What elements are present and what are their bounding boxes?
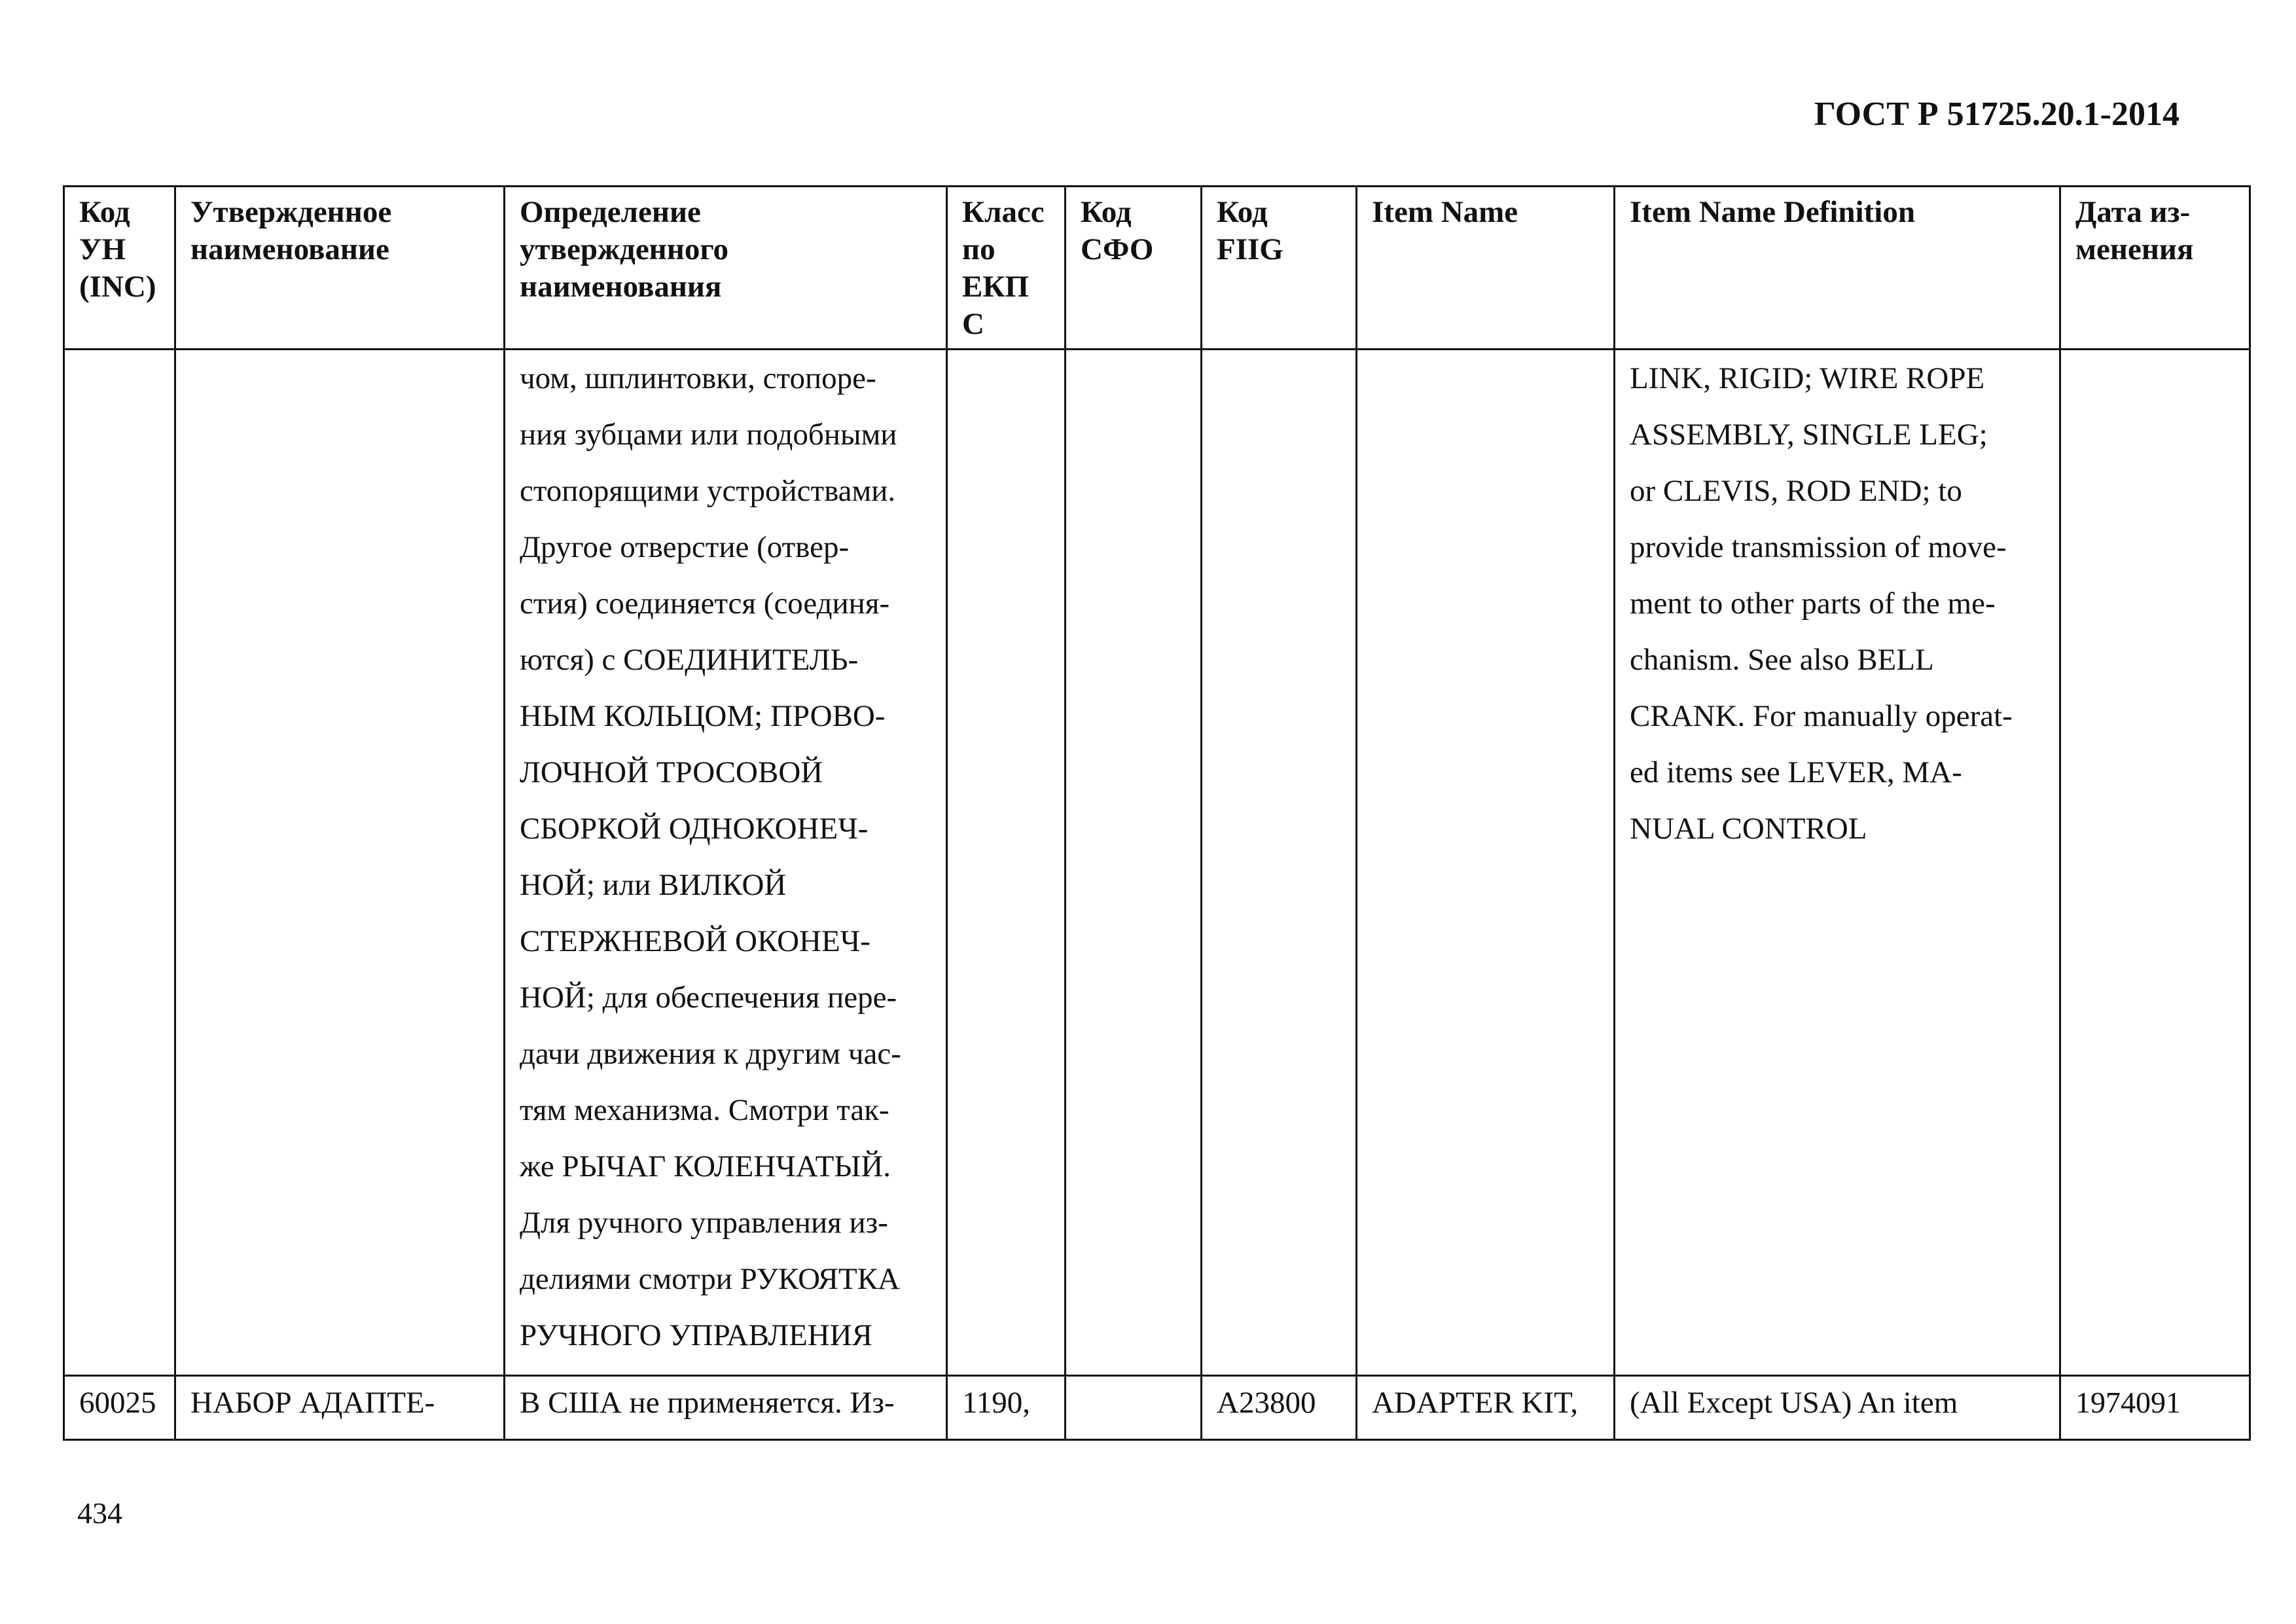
cell-approved-name	[175, 350, 505, 1376]
header-sfo-code: Код СФО	[1066, 187, 1202, 350]
table-row	[64, 1376, 2250, 1440]
cell-inc	[64, 350, 175, 1376]
cell-sfo	[1066, 1376, 1202, 1440]
page-number: 434	[77, 1496, 122, 1530]
cell-inc: 60025	[64, 1376, 175, 1440]
cell-fiig	[1202, 350, 1357, 1376]
cell-change-date: 1974091	[2060, 1376, 2250, 1440]
cell-class: 1190,	[947, 1376, 1066, 1440]
header-item-name: Item Name	[1357, 187, 1615, 350]
cell-definition-en: LINK, RIGID; WIRE ROPE ASSEMBLY, SINGLE LEG; or CLEVIS, ROD END; to provide transmission of move- ment to other parts of the me- chanism. See also BELL CRANK. For manually operat- ed items see LEVER, MA- NUAL CONTROL	[1615, 350, 2060, 1376]
table-header-row	[64, 187, 2250, 350]
cell-sfo	[1066, 350, 1202, 1376]
header-change-date: Дата из- менения	[2060, 187, 2250, 350]
header-item-name-definition: Item Name Definition	[1615, 187, 2060, 350]
cell-fiig: A23800	[1202, 1376, 1357, 1440]
cell-change-date	[2060, 350, 2250, 1376]
cell-item-name: ADAPTER KIT,	[1357, 1376, 1615, 1440]
cell-approved-name: НАБОР АДАПТЕ-	[175, 1376, 505, 1440]
cell-definition-ru: чом, шплинтовки, стопоре- ния зубцами или подобными стопорящими устройствами. Другое отверстие (отвер- стия) соединяется (соединя- ются) с СОЕДИНИТЕЛЬ- НЫМ КОЛЬЦОМ; ПРОВО- ЛОЧНОЙ ТРОСОВОЙ СБОРКОЙ ОДНОКОНЕЧ- НОЙ; или ВИЛКОЙ СТЕРЖНЕВОЙ ОКОНЕЧ- НОЙ; для обеспечения пере- дачи движения к другим час- тям механизма. Смотри так- же РЫЧАГ КОЛЕНЧАТЫЙ. Для ручного управления из- делиями смотри РУКОЯТКА РУЧНОГО УПРАВЛЕНИЯ	[505, 350, 947, 1376]
header-name-definition-ru: Определение утвержденного наименования	[505, 187, 947, 350]
cell-definition-ru: В США не применяется. Из-	[505, 1376, 947, 1440]
cell-class	[947, 350, 1066, 1376]
cell-definition-en: (All Except USA) An item	[1615, 1376, 2060, 1440]
cell-item-name	[1357, 350, 1615, 1376]
header-fiig-code: Код FIIG	[1202, 187, 1357, 350]
header-class: Класс по ЕКП С	[947, 187, 1066, 350]
table-row-continued	[64, 350, 2250, 1376]
header-inc: Код УН (INC)	[64, 187, 175, 350]
classification-table	[63, 185, 2251, 1441]
header-approved-name: Утвержденное наименование	[175, 187, 505, 350]
document-standard-number: ГОСТ Р 51725.20.1-2014	[1814, 96, 2179, 133]
